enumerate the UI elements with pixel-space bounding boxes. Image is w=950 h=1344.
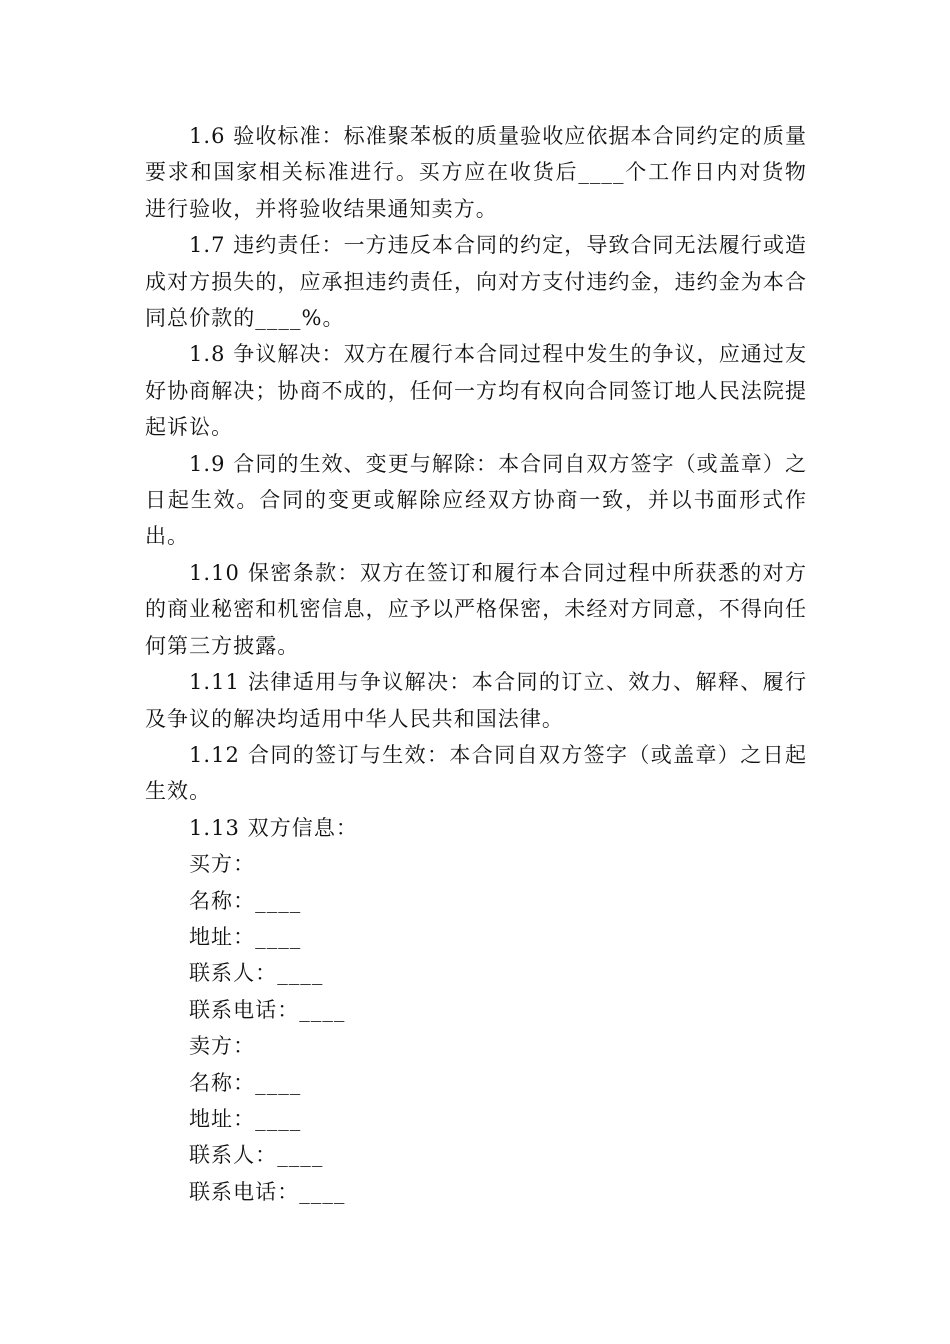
contract-body (145, 118, 807, 1210)
seller-name-field: 名称：____ (189, 1070, 302, 1095)
clause-breach-liability: 1.7 违约责任：一方违反本合同的约定，导致合同无法履行或造成对方损失的，应承担违约责任，向对方支付违约金，违约金为本合同总价款的____%。 (145, 233, 807, 331)
buyer-label: 买方： (189, 852, 256, 877)
clause-dispute-resolution: 1.8 争议解决：双方在履行本合同过程中发生的争议，应通过友好协商解决；协商不成的，任何一方均有权向合同签订地人民法院提起诉讼。 (145, 342, 807, 440)
clause-signing-effectiveness: 1.12 合同的签订与生效：本合同自双方签字（或盖章）之日起生效。 (145, 742, 807, 804)
seller-contact-field: 联系人：____ (189, 1143, 324, 1168)
seller-address-field: 地址：____ (189, 1106, 302, 1131)
seller-phone-field: 联系电话：____ (189, 1179, 346, 1204)
seller-label: 卖方： (189, 1034, 256, 1059)
clause-effectiveness-modification: 1.9 合同的生效、变更与解除：本合同自双方签字（或盖章）之日起生效。合同的变更或解除应经双方协商一致，并以书面形式作出。 (145, 451, 807, 549)
buyer-contact-field: 联系人：____ (189, 961, 324, 986)
buyer-phone-field: 联系电话：____ (189, 997, 346, 1022)
clause-confidentiality: 1.10 保密条款：双方在签订和履行本合同过程中所获悉的对方的商业秘密和机密信息，应予以严格保密，未经对方同意，不得向任何第三方披露。 (145, 560, 807, 658)
parties-heading: 1.13 双方信息： (189, 815, 358, 840)
clause-governing-law: 1.11 法律适用与争议解决：本合同的订立、效力、解释、履行及争议的解决均适用中华人民共和国法律。 (145, 670, 807, 731)
buyer-address-field: 地址：____ (189, 924, 302, 949)
buyer-name-field: 名称：____ (189, 888, 302, 913)
clause-acceptance-standard: 1.6 验收标准：标准聚苯板的质量验收应依据本合同约定的质量要求和国家相关标准进行。买方应在收货后____个工作日内对货物进行验收，并将验收结果通知卖方。 (145, 124, 807, 221)
